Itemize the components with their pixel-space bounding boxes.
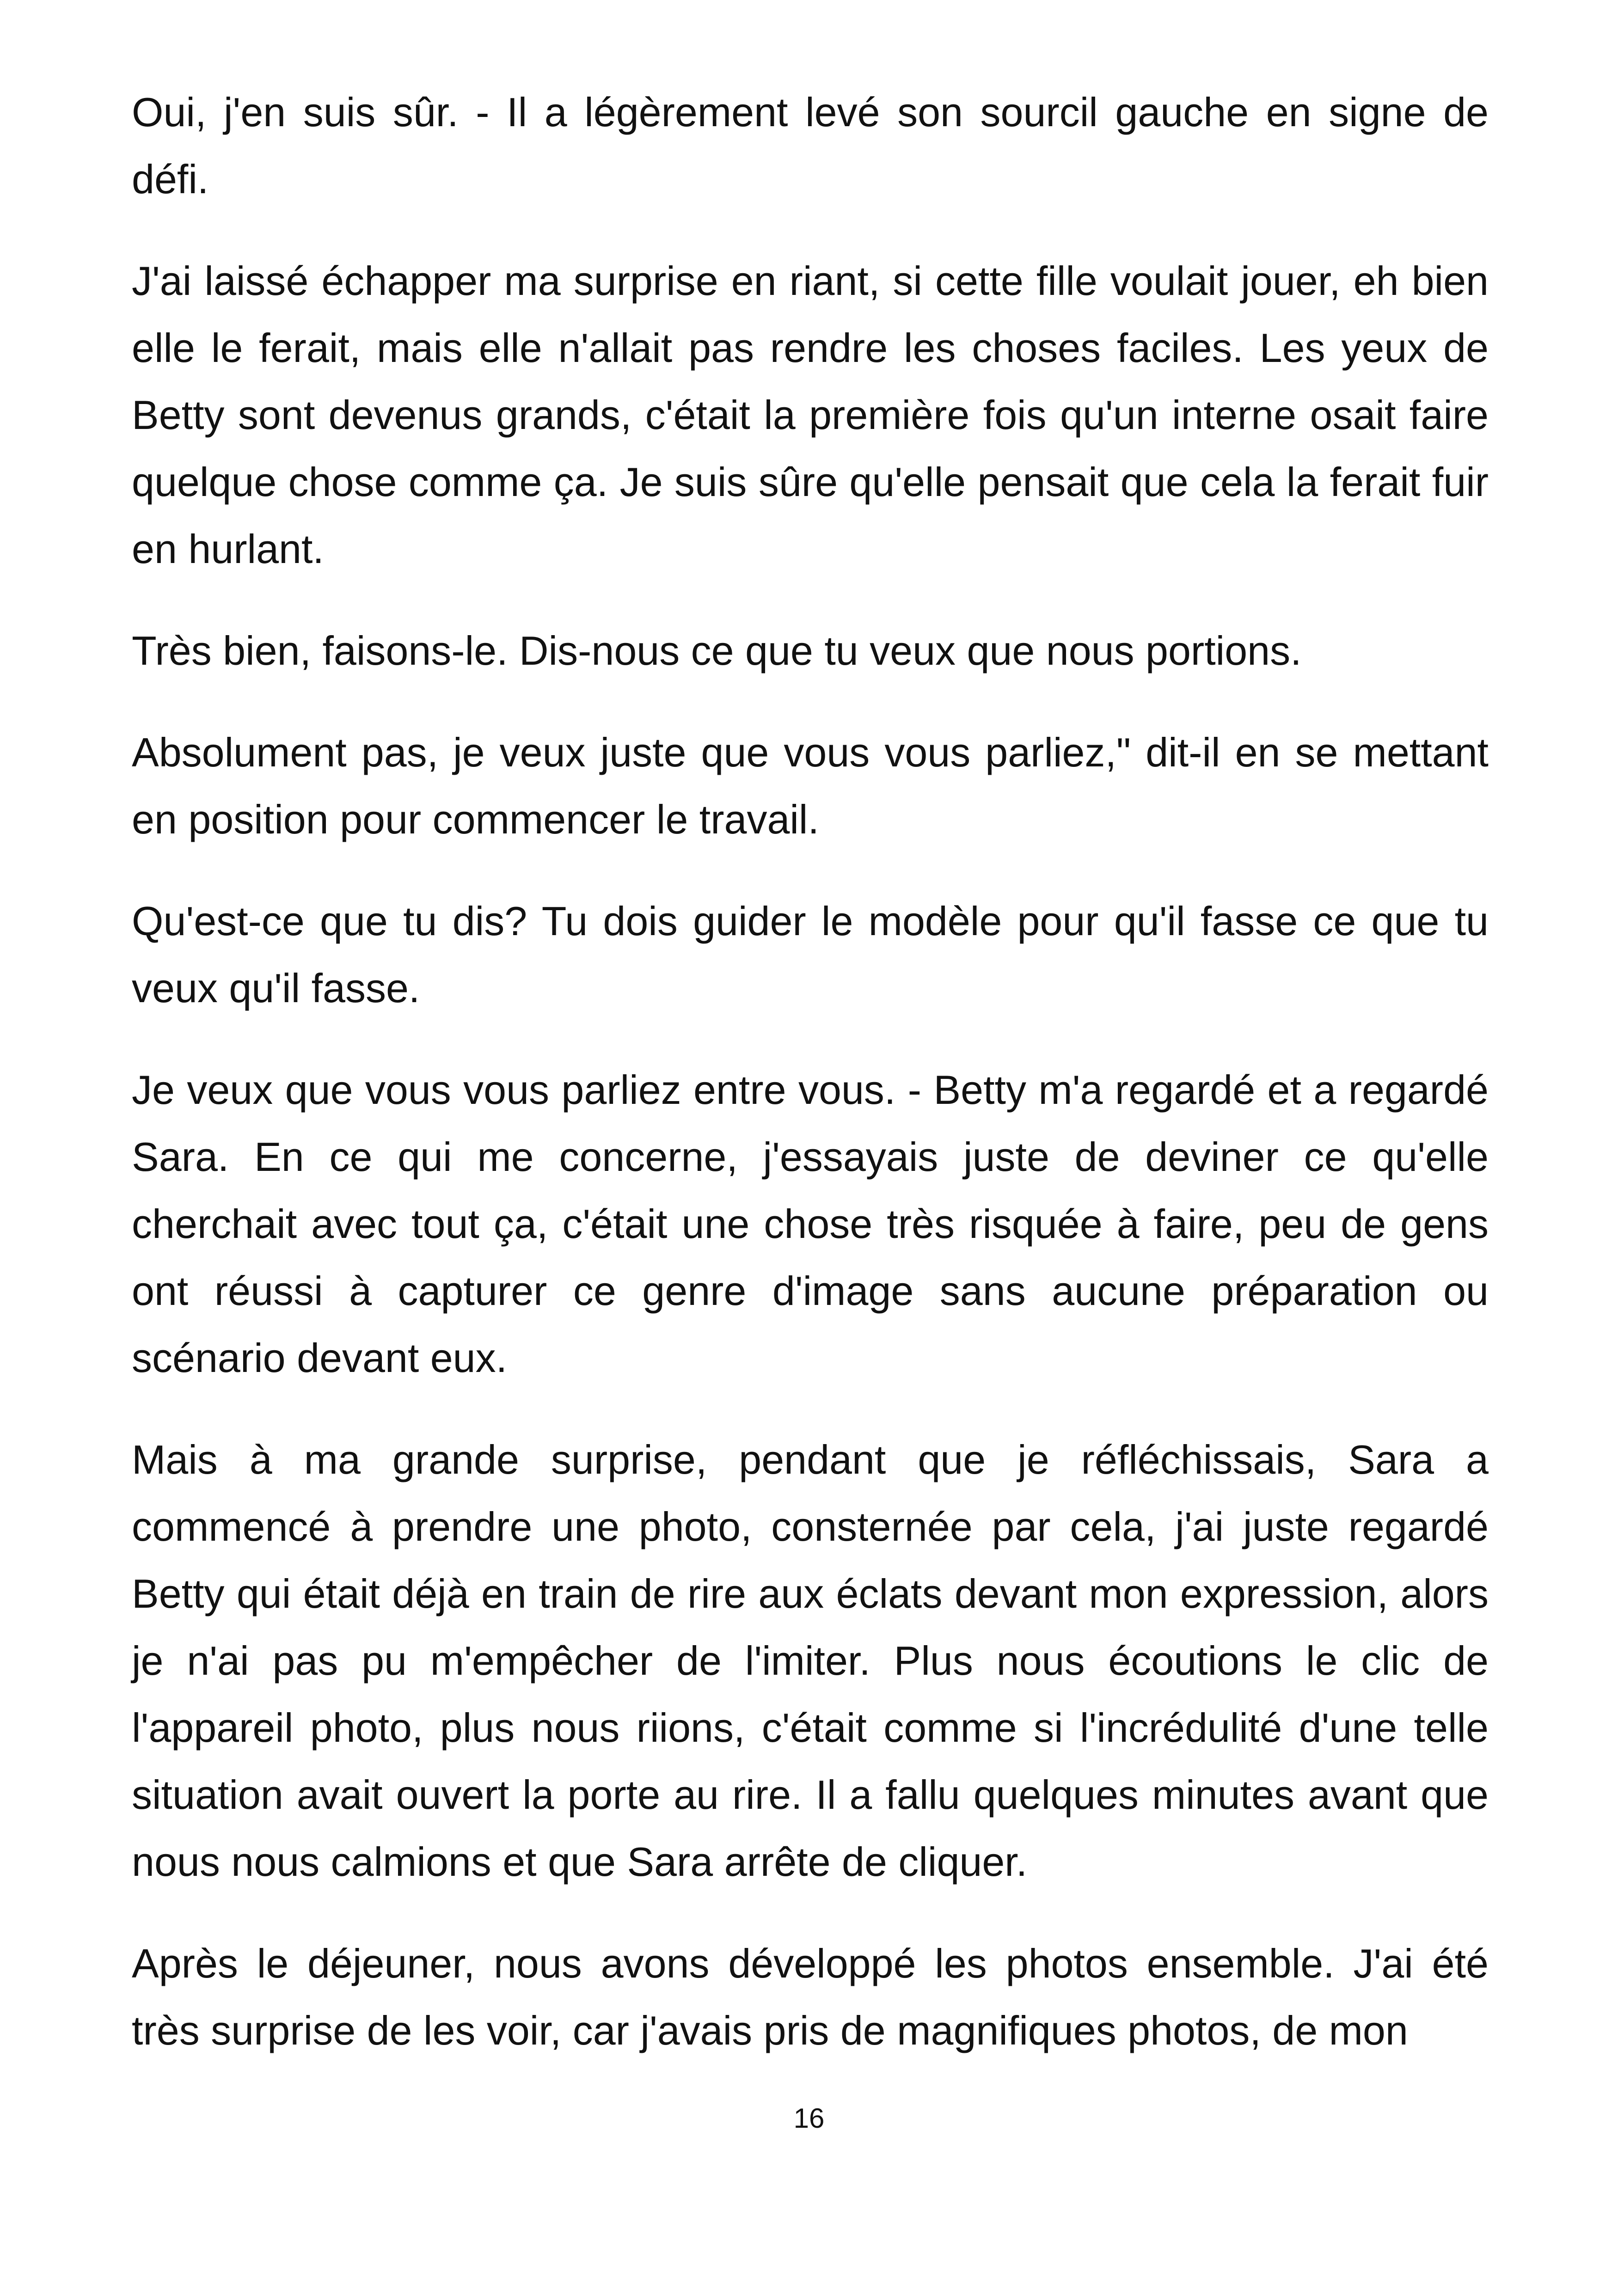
paragraph-5: Qu'est-ce que tu dis? Tu dois guider le modèle pour qu'il fasse ce que tu veux qu'il fasse. <box>132 898 1489 1011</box>
paragraph-1: Oui, j'en suis sûr. - Il a légèrement levé son sourcil gauche en signe de défi. <box>132 89 1489 202</box>
paragraph-4: Absolument pas, je veux juste que vous vous parliez," dit-il en se mettant en position pour commencer le travail. <box>132 729 1489 842</box>
page-number: 16 <box>793 2103 825 2134</box>
paragraph-6: Je veux que vous vous parliez entre vous. - Betty m'a regardé et a regardé Sara. En ce qui me concerne, j'essayais juste de deviner ce qu'elle cherchait avec tout ça, c'était une chose très risquée à faire, peu de gens ont réussi à capturer ce genre d'image sans aucune préparation ou scénario devant eux. <box>132 1067 1489 1381</box>
paragraph-7: Mais à ma grande surprise, pendant que je réfléchissais, Sara a commencé à prendre une photo, consternée par cela, j'ai juste regardé Betty qui était déjà en train de rire aux éclats devant mon expression, alors je n'ai pas pu m'empêcher de l'imiter. Plus nous écoutions le clic de l'appareil photo, plus nous riions, c'était comme si l'incrédulité d'une telle situation avait ouvert la porte au rire. Il a fallu quelques minutes avant que nous nous calmions et que Sara arrête de cliquer. <box>132 1437 1489 1885</box>
paragraph-8: Après le déjeuner, nous avons développé les photos ensemble. J'ai été très surprise de les voir, car j'avais pris de magnifiques photos, de mon <box>132 1941 1489 2053</box>
paragraph-2: J'ai laissé échapper ma surprise en riant, si cette fille voulait jouer, eh bien elle le ferait, mais elle n'allait pas rendre les choses faciles. Les yeux de Betty sont devenus grands, c'était la première fois qu'un interne osait faire quelque chose comme ça. Je suis sûre qu'elle pensait que cela la ferait fuir en hurlant. <box>132 258 1489 572</box>
body-text <box>132 79 1489 2099</box>
paragraph-3: Très bien, faisons-le. Dis-nous ce que tu veux que nous portions. <box>132 628 1302 673</box>
